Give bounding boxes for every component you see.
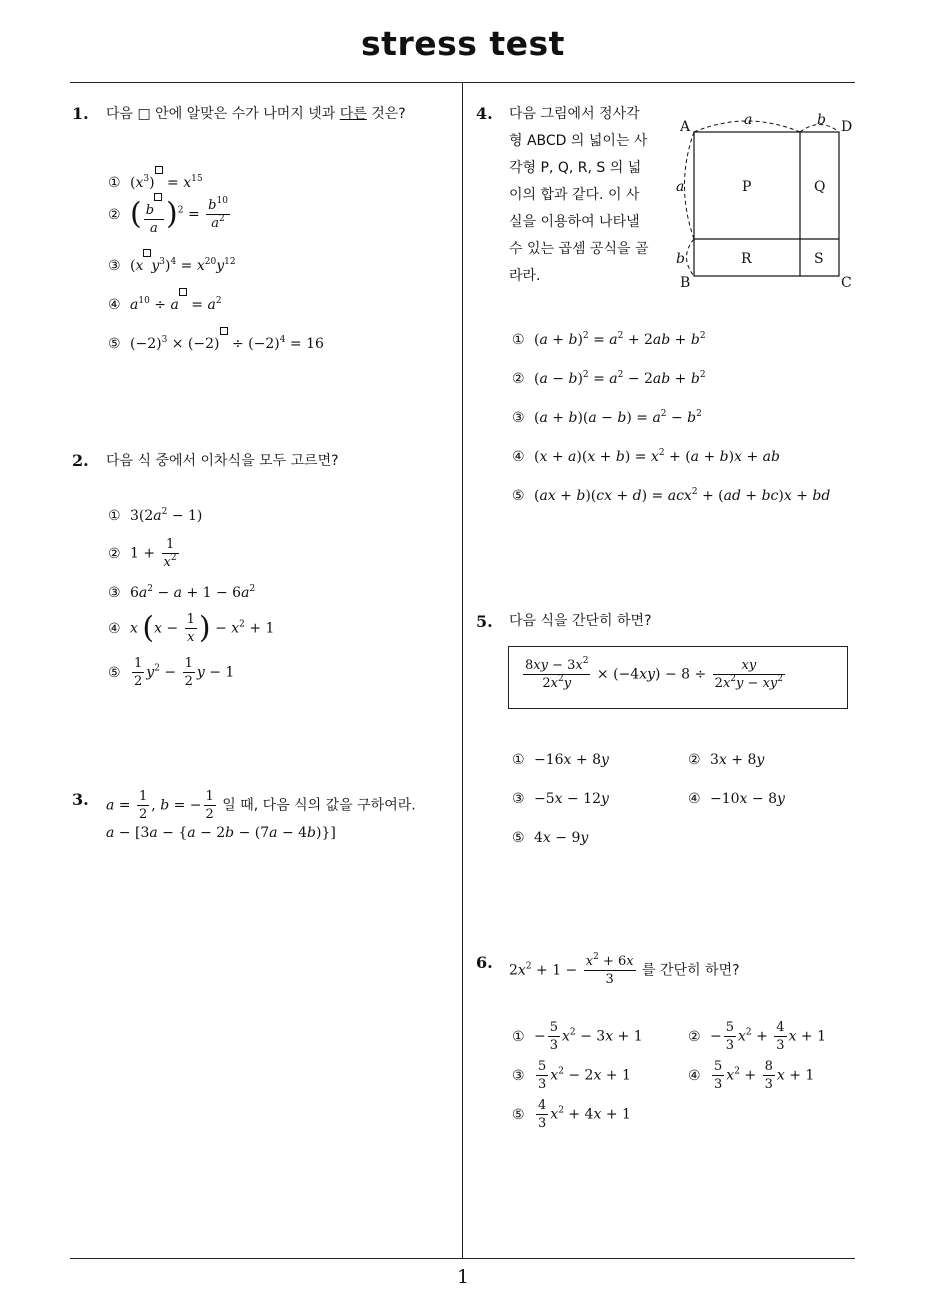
option-2[interactable]: ② ( $\frac{b}{a}$ )$^2$ = $\frac{b^{10}}{a^2}$ (108, 193, 232, 236)
corner-b-label: B (680, 275, 691, 291)
question-expression: a − [3a − {a − 2b − (7a − 4b)}] (106, 825, 336, 841)
option-3[interactable]: ③ (x $y^3)^4 = x^{20}y^{12}$ (108, 249, 236, 274)
option-5[interactable]: ⑤ $\frac{1}{2}$ $y^2$ − $\frac{1}{2}$ y − 1 (108, 656, 235, 689)
option-2[interactable]: ② $(a - b)^2 = a^2 - 2ab + b^2$ (512, 370, 706, 387)
question-text: 다음 □ 안에 알맞은 수가 나머지 넷과 다른 것은? (106, 106, 406, 122)
option-4[interactable]: ④ $a^{10} \div a = a^2$ (108, 288, 222, 313)
option-1[interactable]: ① $(x^3) = x^{15}$ (108, 166, 203, 191)
region-s-label: S (814, 251, 824, 267)
expression-box (508, 646, 848, 709)
option-3[interactable]: ③ $6a^2 - a + 1 - 6a^2$ (108, 584, 256, 601)
question-number: 4. (476, 104, 493, 123)
option-1[interactable]: ① −16x + 8y (512, 752, 609, 768)
side-label-left-a: a (676, 179, 685, 195)
underlined-word: 다른 (339, 106, 367, 122)
question-text: a = $\frac{1}{2}$ , b = − $\frac{1}{2}$ 일 때, 다음 식의 값을 구하여라. (106, 789, 416, 822)
footer-rule (70, 1258, 855, 1259)
option-2[interactable]: ② 3x + 8y (688, 752, 765, 768)
side-label-top-b: b (817, 112, 826, 128)
side-label-top-a: a (744, 112, 753, 128)
question-number: 1. (72, 104, 89, 123)
option-3[interactable]: ③ $\frac{5}{3}$ $x^2 - 2x + 1$ (512, 1059, 631, 1092)
question-number: 6. (476, 953, 493, 972)
page-number: 1 (456, 1266, 470, 1288)
question-text: 다음 식 중에서 이차식을 모두 고르면? (106, 453, 339, 469)
square-diagram (665, 105, 865, 295)
question-number: 5. (476, 612, 493, 631)
brace-left-b (687, 239, 695, 276)
question-number: 2. (72, 451, 89, 470)
option-5[interactable]: ⑤ (ax + b)(cx + d) = acx$^2$ + (ad + bc)x + bd (512, 487, 831, 504)
option-2[interactable]: ② 1 + $\frac{1}{x^2}$ (108, 537, 177, 570)
option-1[interactable]: ① − $\frac{5}{3}$ $x^2 - 3x + 1$ (512, 1020, 643, 1053)
brace-left-a (685, 132, 695, 239)
option-5[interactable]: ⑤ 4x − 9y (512, 830, 589, 846)
question-text: 다음 그림에서 정사각 형 ABCD 의 넓이는 사 각형 P, Q, R, S 의 넓 이의 합과 같다. 이 사 실을 이용하여 나타낼 수 있는 곱셈 공식을 골 라라. (509, 106, 649, 284)
corner-a-label: A (680, 119, 691, 135)
column-divider (462, 83, 463, 1259)
corner-d-label: D (841, 119, 853, 135)
option-1[interactable]: ① $3(2a^2 - 1)$ (108, 507, 203, 524)
option-2[interactable]: ② − $\frac{5}{3}$ $x^2$ + $\frac{4}{3}$ x + 1 (688, 1020, 827, 1053)
side-label-left-b: b (676, 251, 685, 267)
region-p-label: P (742, 179, 752, 195)
boxed-expression: $\frac{8xy - 3x^2}{2x^2y}$ × (−4xy) − 8 ÷ $\frac{xy}{2x^2y - xy^2}$ (525, 656, 783, 691)
option-4[interactable]: ④ −10x − 8y (688, 791, 785, 807)
question-text: 다음 식을 간단히 하면? (509, 613, 652, 629)
region-r-label: R (741, 251, 752, 267)
option-5[interactable]: ⑤ $\frac{4}{3}$ $x^2 + 4x + 1$ (512, 1098, 631, 1131)
option-3[interactable]: ③ $(a + b)(a - b) = a^2 - b^2$ (512, 409, 702, 426)
corner-c-label: C (841, 275, 852, 291)
page-title: stress test (361, 24, 565, 63)
question-text: $2x^2 + 1$ − $\frac{x^2 + 6x}{3}$ 를 간단히 하면? (509, 952, 740, 987)
option-3[interactable]: ③ −5x − 12y (512, 791, 609, 807)
option-1[interactable]: ① $(a + b)^2 = a^2 + 2ab + b^2$ (512, 331, 706, 348)
region-q-label: Q (814, 179, 826, 195)
option-4[interactable]: ④ x (x − $\frac{1}{x}$ ) − $x^2 + 1$ (108, 610, 275, 646)
question-number: 3. (72, 790, 89, 809)
option-5[interactable]: ⑤ $(-2)^3 \times (-2) \div (-2)^4 = 16$ (108, 327, 324, 352)
option-4[interactable]: ④ $(x + a)(x + b) = x^2 + (a + b)x$ + ab (512, 448, 780, 465)
option-4[interactable]: ④ $\frac{5}{3}$ $x^2$ + $\frac{8}{3}$ x + 1 (688, 1059, 815, 1092)
